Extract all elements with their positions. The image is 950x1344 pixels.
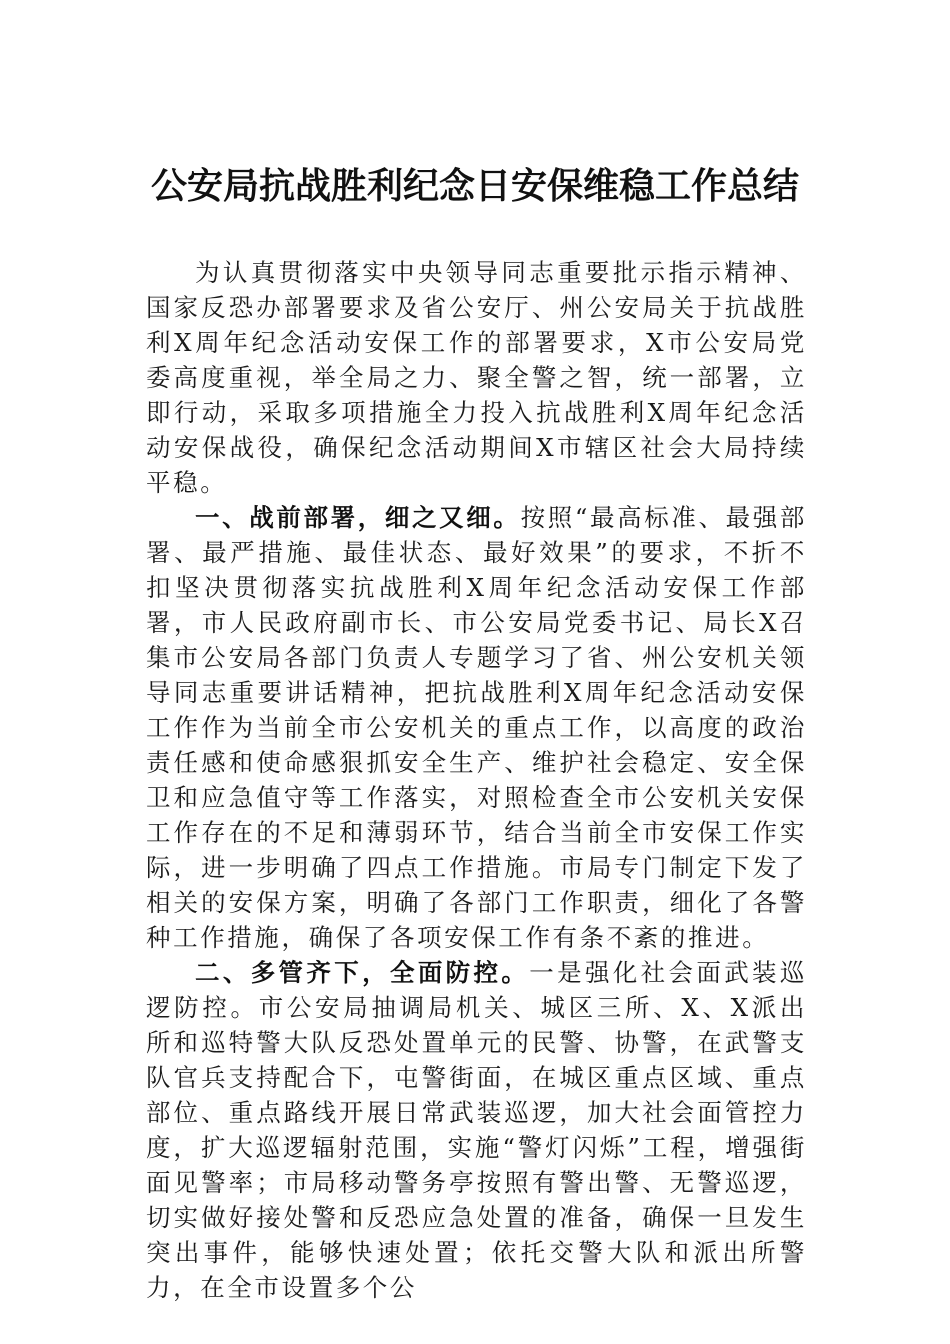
paragraph-section-2 xyxy=(146,955,807,1305)
document-body xyxy=(146,255,807,1305)
document-title: 公安局抗战胜利纪念日安保维稳工作总结 xyxy=(150,165,799,207)
section-heading: 一、战前部署，细之又细。 xyxy=(195,503,521,532)
paragraph-text: 为认真贯彻落实中央领导同志重要批示指示精神、国家反恐办部署要求及省公安厅、州公安局关于抗战胜利X周年纪念活动安保工作的部署要求，X市公安局党委高度重视，举全局之力、聚全警之智，统一部署，立即行动，采取多项措施全力投入抗战胜利X周年纪念活动安保战役，确保纪念活动期间X市辖区社会大局持续平稳。 xyxy=(146,258,807,497)
paragraph-section-1 xyxy=(146,500,807,955)
paragraph-text: 按照“最高标准、最强部署、最严措施、最佳状态、最好效果”的要求，不折不扣坚决贯彻落实抗战胜利X周年纪念活动安保工作部署，市人民政府副市长、市公安局党委书记、局长X召集市公安局各部门负责人专题学习了省、州公安机关领导同志重要讲话精神，把抗战胜利X周年纪念活动安保工作作为当前全市公安机关的重点工作，以高度的政治责任感和使命感狠抓安全生产、维护社会稳定、安全保卫和应急值守等工作落实，对照检查全市公安机关安保工作存在的不足和薄弱环节，结合当前全市安保工作实际，进一步明确了四点工作措施。市局专门制定下发了相关的安保方案，明确了各部门工作职责，细化了各警种工作措施，确保了各项安保工作有条不紊的推进。 xyxy=(146,503,808,952)
section-heading: 二、多管齐下，全面防控。 xyxy=(195,958,530,987)
paragraph-text: 一是强化社会面武装巡逻防控。市公安局抽调局机关、城区三所、X、X派出所和巡特警大队反恐处置单元的民警、协警，在武警支队官兵支持配合下，屯警街面，在城区重点区域、重点部位、重点路线开展日常武装巡逻，加大社会面管控力度，扩大巡逻辐射范围，实施“警灯闪烁”工程，增强街面见警率；市局移动警务亭按照有警出警、无警巡逻，切实做好接处警和反恐应急处置的准备，确保一旦发生突出事件，能够快速处置；依托交警大队和派出所警力，在全市设置多个公 xyxy=(146,958,808,1302)
paragraph-intro xyxy=(146,255,807,500)
